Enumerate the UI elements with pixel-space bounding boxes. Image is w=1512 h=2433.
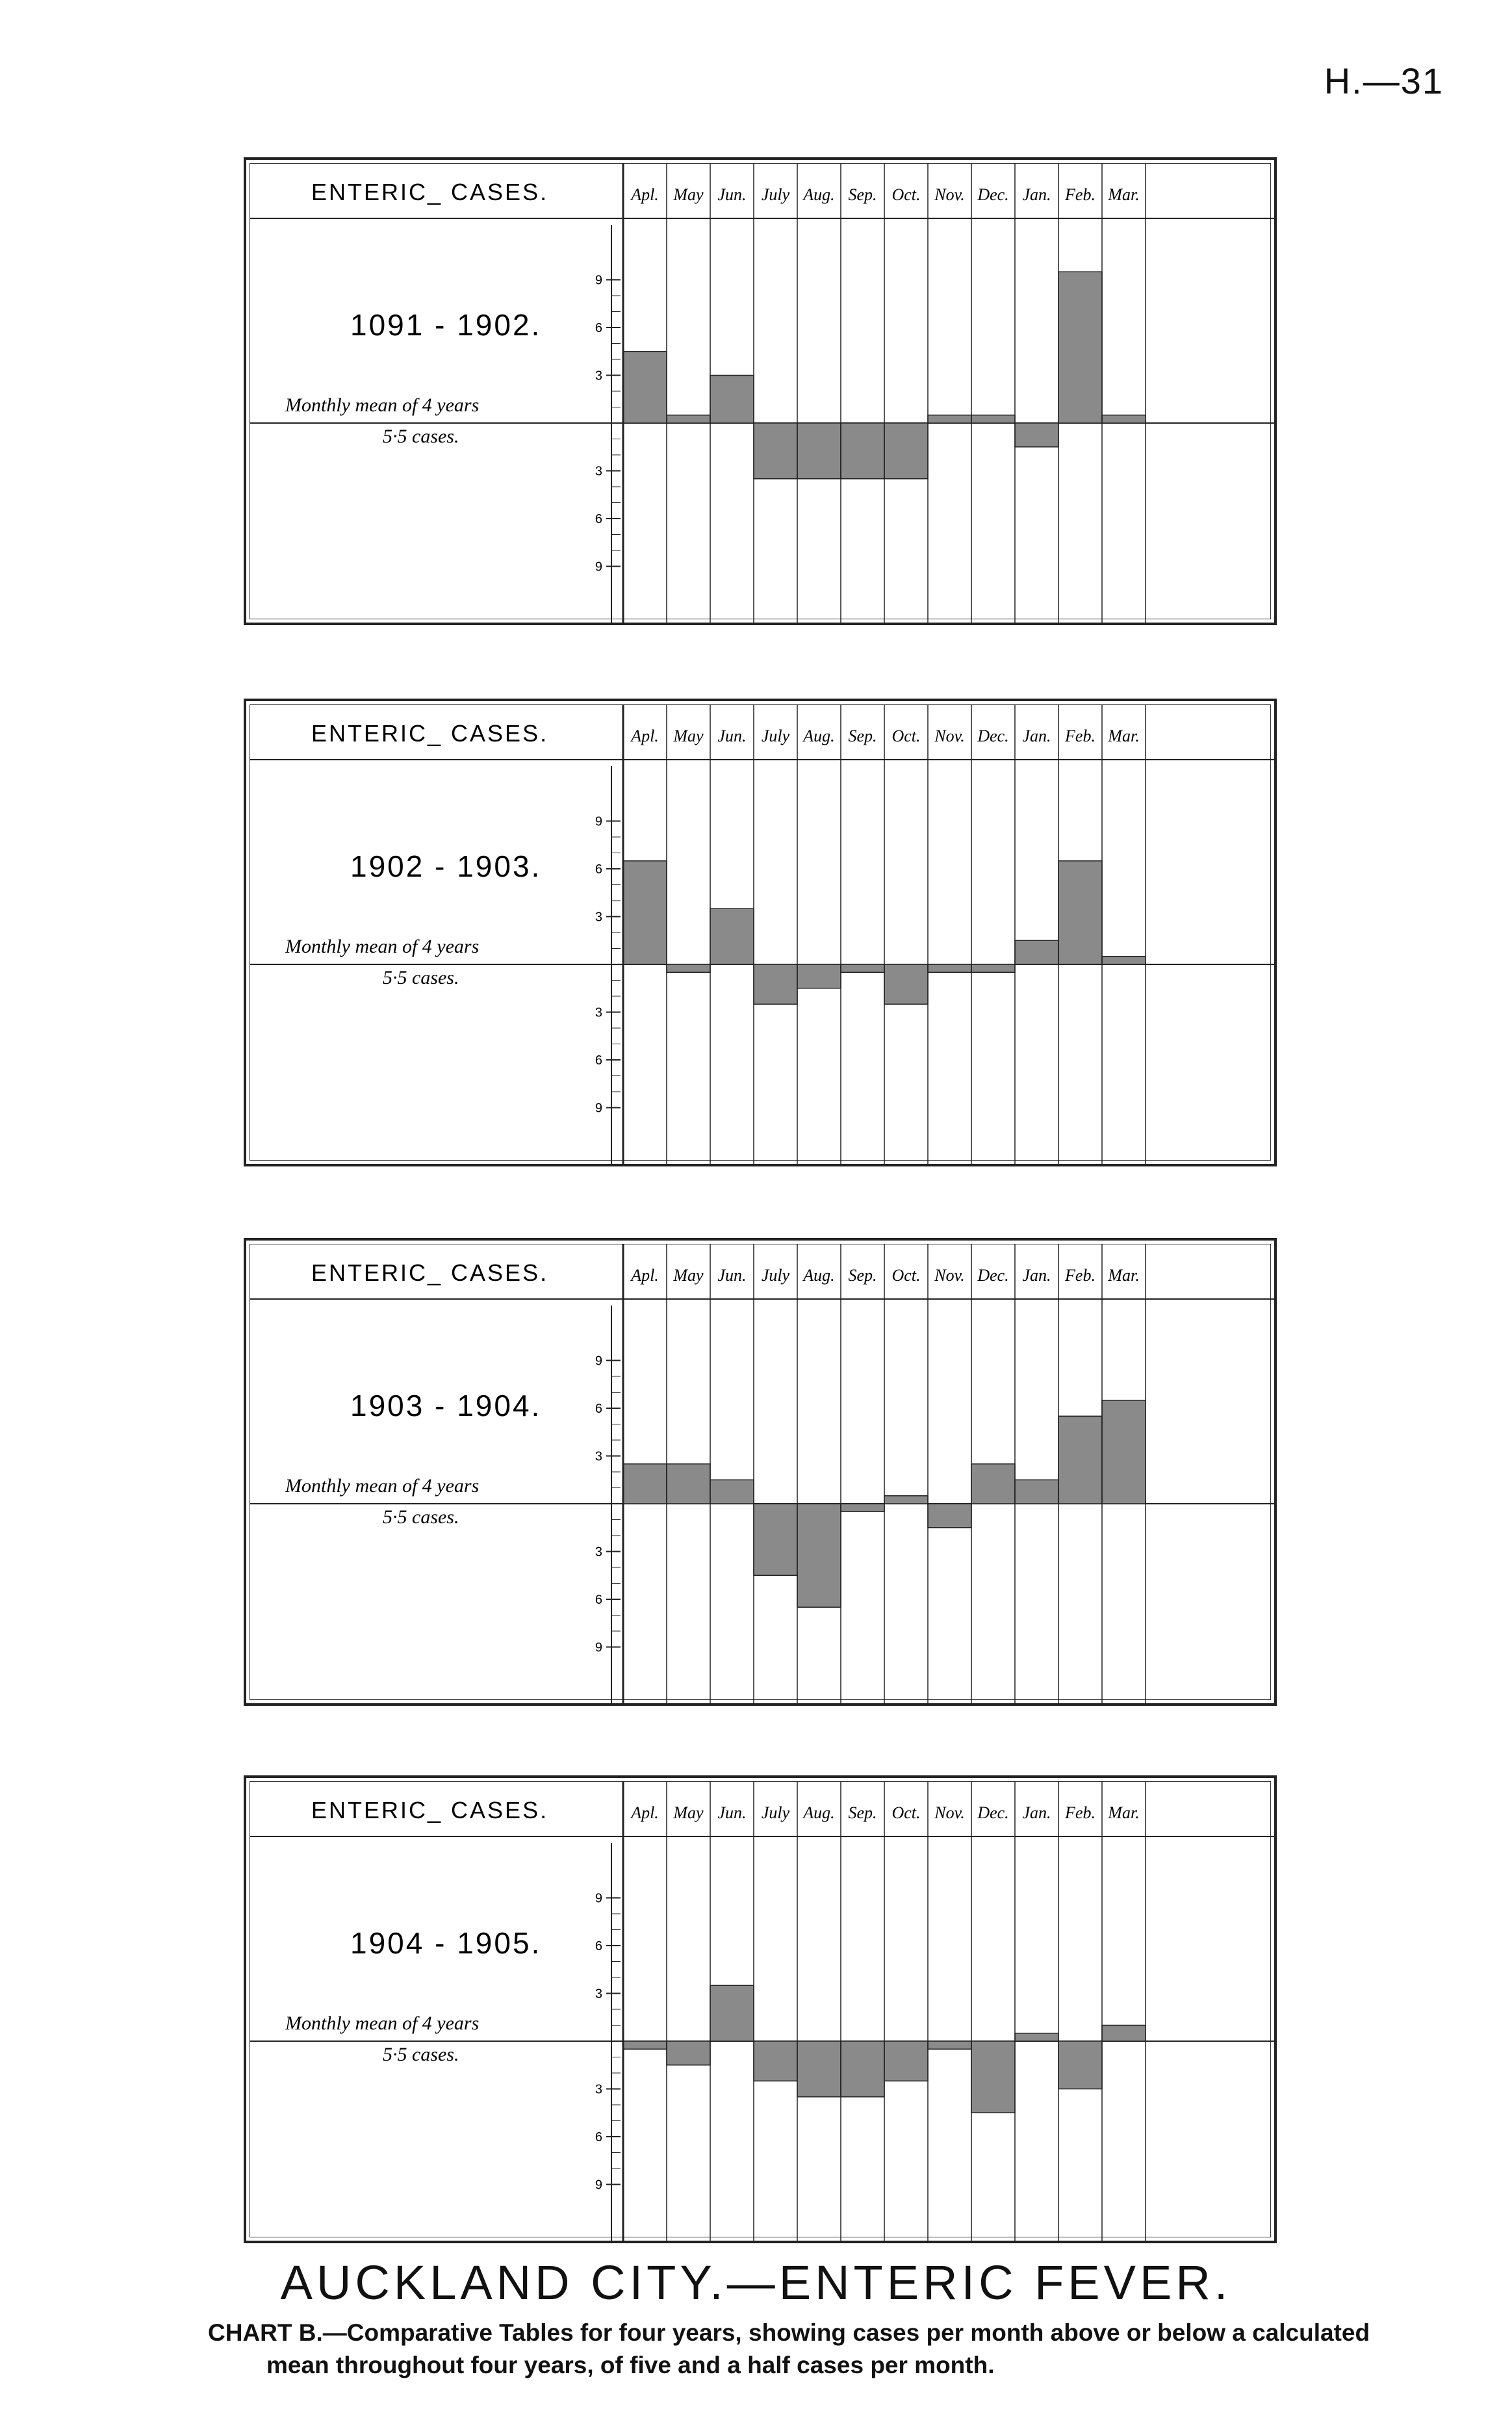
scale-tick-label: 3 [595,1545,602,1560]
period-label: 1904 - 1905. [350,1926,542,1960]
bar-Aug. [797,964,841,988]
month-label: July [761,1266,790,1285]
bar-Aug. [797,2041,841,2097]
month-label: Nov. [934,727,965,745]
bar-Sep. [841,2041,884,2097]
scale-tick-label: 3 [595,368,602,383]
month-label: Jun. [717,1803,747,1822]
scale-tick-label: 6 [595,862,602,877]
chart-caption [208,2317,1377,2382]
chart-svg [246,160,1279,628]
bar-Jun. [710,908,754,964]
chart-svg [246,701,1279,1169]
scale-tick-label: 3 [595,1005,602,1020]
bar-July [754,964,797,1004]
month-label: Nov. [934,1803,965,1822]
period-label: 1903 - 1904. [350,1389,542,1422]
bar-Mar. [1102,1400,1146,1504]
bar-Aug. [797,1504,841,1607]
period-label: 1091 - 1902. [350,308,542,342]
bar-Nov. [928,2041,971,2049]
month-label: Apl. [631,1803,659,1822]
month-label: Feb. [1065,1266,1096,1285]
month-label: Apl. [631,727,659,745]
month-label: Dec. [977,1803,1009,1822]
bar-Sep. [841,1504,884,1512]
chart-svg [246,1241,1279,1708]
bar-Jan. [1015,940,1058,964]
mean-label: Monthly mean of 4 years [285,936,480,957]
bar-Dec. [971,1464,1015,1504]
bar-Jan. [1015,423,1058,447]
month-label: Sep. [848,727,877,745]
chart-header-label: ENTERIC_ CASES. [311,179,549,205]
scale-tick-label: 3 [595,464,602,479]
chart-1901-1902 [244,157,1277,625]
month-label: Mar. [1108,727,1140,745]
month-label: Oct. [891,1266,921,1285]
scale-tick-label: 9 [595,814,602,829]
mean-value-label: 5·5 cases. [383,426,459,447]
scale-tick-label: 3 [595,1449,602,1464]
main-title: AUCKLAND CITY.—ENTERIC FEVER. [280,2256,1232,2310]
period-label: 1902 - 1903. [350,849,542,883]
bar-May [667,964,710,972]
month-label: July [761,727,790,745]
bar-Dec. [971,2041,1015,2113]
bar-Feb. [1058,861,1102,964]
scale-tick-label: 9 [595,2178,602,2193]
bar-Dec. [971,964,1015,972]
bar-May [667,1464,710,1504]
month-label: Jun. [717,727,747,745]
bar-Sep. [841,964,884,972]
bar-Feb. [1058,1416,1102,1504]
chart-1902-1903 [244,699,1277,1166]
scale-tick-label: 6 [595,321,602,335]
scale-tick-label: 3 [595,1987,602,2002]
bar-Oct. [884,2041,928,2081]
caption-line-1: CHART B.—Comparative Tables for four years, showing cases per month above or below a calculated [208,2319,1370,2346]
scale-tick-label: 9 [595,1891,602,1906]
caption-line-2: mean throughout four years, of five and a half cases per month. [266,2352,995,2378]
bar-Feb. [1058,272,1102,423]
month-label: May [673,1266,704,1285]
chart-header-label: ENTERIC_ CASES. [311,720,549,747]
bar-Mar. [1102,415,1146,423]
scale-tick-label: 6 [595,1402,602,1416]
month-label: Jun. [717,185,747,204]
bar-Feb. [1058,2041,1102,2089]
mean-value-label: 5·5 cases. [383,2044,459,2065]
bar-Jun. [710,1480,754,1504]
month-label: Nov. [934,1266,965,1285]
bar-Oct. [884,423,928,479]
bar-Dec. [971,415,1015,423]
month-label: Dec. [977,727,1009,745]
month-label: July [761,1803,790,1822]
scale-tick-label: 3 [595,910,602,925]
month-label: May [673,1803,704,1822]
month-label: Nov. [934,185,965,204]
chart-1903-1904 [244,1238,1277,1706]
month-label: Apl. [631,185,659,204]
month-label: Oct. [891,1803,921,1822]
bar-Oct. [884,1496,928,1504]
bar-Apl. [623,861,667,964]
month-label: Apl. [631,1266,659,1285]
bar-Aug. [797,423,841,479]
scale-tick-label: 6 [595,2130,602,2144]
chart-header-label: ENTERIC_ CASES. [311,1797,549,1823]
scale-tick-label: 6 [595,512,602,526]
month-label: Aug. [803,727,835,745]
bar-Jan. [1015,2033,1058,2041]
bar-Nov. [928,1504,971,1528]
month-label: Feb. [1065,1803,1096,1822]
month-label: Oct. [891,727,921,745]
bar-Apl. [623,352,667,423]
mean-label: Monthly mean of 4 years [285,2013,480,2034]
month-label: Jan. [1022,1266,1051,1285]
scale-tick-label: 9 [595,1354,602,1369]
scale-tick-label: 9 [595,1101,602,1116]
scale-tick-label: 9 [595,273,602,288]
month-label: Sep. [848,1266,877,1285]
mean-label: Monthly mean of 4 years [285,394,480,416]
bar-Mar. [1102,2026,1146,2042]
month-label: Mar. [1108,1803,1140,1822]
month-label: Aug. [803,1803,835,1822]
bar-Apl. [623,1464,667,1504]
month-label: Dec. [977,185,1009,204]
bar-Nov. [928,964,971,972]
month-label: May [673,185,704,204]
month-label: May [673,727,704,745]
bar-Oct. [884,964,928,1004]
month-label: Jan. [1022,185,1051,204]
bar-Apl. [623,2041,667,2049]
bar-Jun. [710,1985,754,2041]
month-label: Jan. [1022,727,1051,745]
month-label: Aug. [803,185,835,204]
bar-Jan. [1015,1480,1058,1504]
month-label: Jan. [1022,1803,1051,1822]
scale-tick-label: 6 [595,1593,602,1607]
month-label: Feb. [1065,185,1096,204]
page-reference: H.—31 [1324,60,1444,101]
chart-header-label: ENTERIC_ CASES. [311,1259,549,1286]
mean-value-label: 5·5 cases. [383,1506,459,1528]
scale-tick-label: 6 [595,1053,602,1068]
bar-Jun. [710,376,754,424]
mean-label: Monthly mean of 4 years [285,1475,480,1497]
month-label: Oct. [891,185,921,204]
bar-Nov. [928,415,971,423]
month-label: Mar. [1108,1266,1140,1285]
bar-July [754,1504,797,1575]
scale-tick-label: 9 [595,560,602,574]
bar-July [754,2041,797,2081]
bar-May [667,415,710,423]
chart-1904-1905 [244,1775,1277,2243]
month-label: July [761,185,790,204]
scale-tick-label: 6 [595,1939,602,1953]
month-label: Jun. [717,1266,747,1285]
bar-July [754,423,797,479]
month-label: Sep. [848,1803,877,1822]
month-label: Feb. [1065,727,1096,745]
month-label: Aug. [803,1266,835,1285]
month-label: Dec. [977,1266,1009,1285]
chart-svg [246,1778,1279,2246]
scale-tick-label: 9 [595,1640,602,1655]
mean-value-label: 5·5 cases. [383,967,459,988]
month-label: Mar. [1108,185,1140,204]
bar-Mar. [1102,957,1146,964]
scale-tick-label: 3 [595,2082,602,2097]
bar-May [667,2041,710,2065]
month-label: Sep. [848,185,877,204]
bar-Sep. [841,423,884,479]
